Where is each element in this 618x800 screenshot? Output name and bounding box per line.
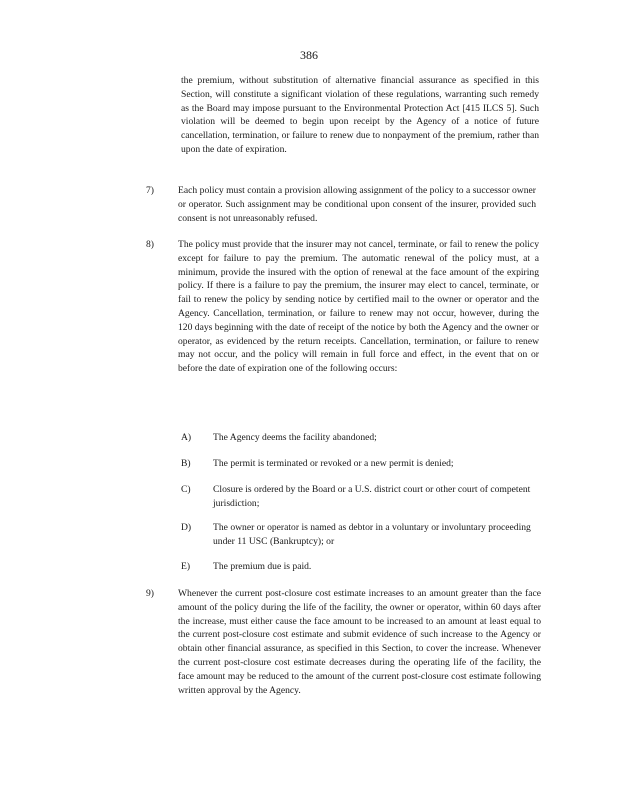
subitem-letter-c: C) — [181, 484, 191, 495]
subitem-letter-e: E) — [181, 561, 191, 572]
subitem-c-text: Closure is ordered by the Board or a U.S. district court or other court of competent jurisdiction; — [213, 484, 531, 509]
subitem-d-text: The owner or operator is named as debtor in a voluntary or involuntary proceeding under 11 USC (Bankruptcy); or — [213, 522, 531, 547]
subitem-e-text: The premium due is paid. — [213, 561, 312, 572]
subitem-b-text: The permit is terminated or revoked or a new permit is denied; — [213, 458, 454, 469]
item-8-text: The policy must provide that the insurer may not cancel, terminate, or fail to renew the policy except for failure to pay the premium. The automatic renewal of the policy must, at a minimum, provide the insured with the option of renewal at the face amount of the expiring policy. If there is a failure to pay the premium, the insurer may elect to cancel, terminate, or fail to renew the policy by sending notice by certified mail to the owner or operator and the Agency. Cancellation, termination, or failure to renew may not occur, however, during the 120 days beginning with the date of receipt of the notice by both the Agency and the owner or operator, as evidenced by the return receipts. Cancellation, termination, or failure to renew may not occur, and the policy will remain in full force and effect, in the event that on or before the date of expiration one of the following occurs: — [178, 239, 539, 375]
page-number: 386 — [300, 48, 318, 62]
continuation-paragraph: the premium, without substitution of alternative financial assurance as specified in this Section, will constitute a significant violation of these regulations, warranting such remedy as the Board may impose pursuant to the Environmental Protection Act [415 ILCS 5]. Such violation will be deemed to begin upon receipt by the Agency of a notice of future cancellation, termination, or failure to renew due to nonpayment of the premium, rather than upon the date of expiration. — [181, 75, 539, 155]
item-number-9: 9) — [146, 588, 154, 599]
subitem-letter-b: B) — [181, 458, 191, 469]
item-7-text: Each policy must contain a provision allowing assignment of the policy to a successor owner or operator. Such assignment may be conditional upon consent of the insurer, provided such consent is not unreasonably refused. — [178, 185, 536, 224]
subitem-a-text: The Agency deems the facility abandoned; — [213, 432, 377, 443]
item-number-7: 7) — [146, 185, 154, 196]
subitem-letter-a: A) — [181, 432, 192, 443]
subitem-letter-d: D) — [181, 522, 192, 533]
item-number-8: 8) — [146, 239, 154, 250]
item-9-text: Whenever the current post-closure cost estimate increases to an amount greater than the face amount of the policy during the life of the facility, the owner or operator, within 60 days after the increase, must either cause the face amount to be increased to an amount at least equal to the current post-closure cost estimate and submit evidence of such increase to the Agency or obtain other financial assurance, as specified in this Section, to cover the increase. Whenever the current post-closure cost estimate decreases during the operating life of the facility, the face amount may be reduced to the amount of the current post-closure cost estimate following written approval by the Agency. — [178, 588, 541, 696]
